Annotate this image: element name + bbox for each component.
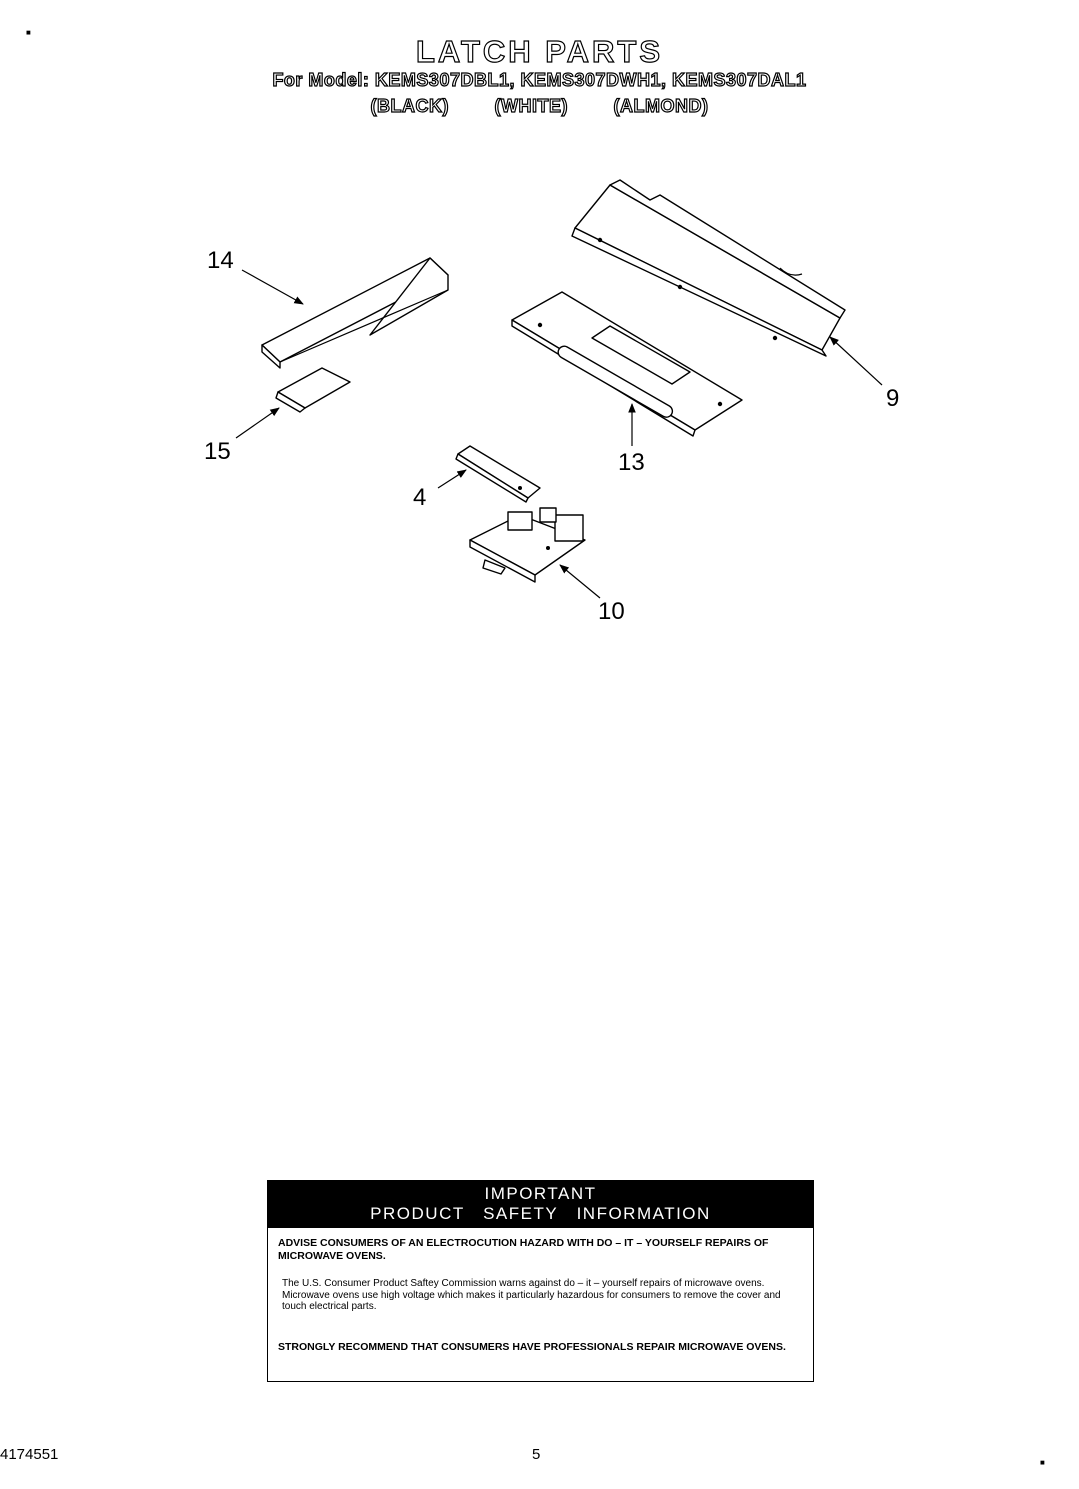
color-black: (BLACK) [370, 96, 449, 116]
professional-repair-recommendation: STRONGLY RECOMMEND THAT CONSUMERS HAVE PROFESSIONALS REPAIR MICROWAVE OVENS. [278, 1340, 786, 1353]
part-number: 4174551 [0, 1446, 59, 1463]
safety-notice-box [267, 1180, 814, 1382]
safety-heading [268, 1181, 813, 1228]
safety-heading-important: IMPORTANT [484, 1184, 597, 1203]
cpsc-notice: The U.S. Consumer Product Saftey Commission warns against do – it – yourself repairs of microwave ovens. Microwave ovens use high voltage which makes it particularly hazardous for consumers to remove the cover and touch electrical parts. [282, 1278, 781, 1312]
callout-9: 9 [886, 385, 900, 412]
registration-mark: ■ [26, 28, 31, 37]
color-almond: (ALMOND) [613, 96, 709, 116]
page-number: 5 [532, 1446, 541, 1463]
part-13-latch-plate [512, 292, 742, 436]
leader-9 [830, 337, 882, 385]
page-title: LATCH PARTS [415, 34, 664, 69]
color-white: (WHITE) [494, 96, 568, 116]
leader-10 [560, 565, 600, 598]
callout-10: 10 [598, 598, 625, 625]
leader-15 [236, 408, 279, 438]
callout-15: 15 [204, 438, 231, 465]
part-15-clip [276, 368, 350, 412]
leader-4 [438, 470, 466, 488]
electrocution-warning: ADVISE CONSUMERS OF AN ELECTROCUTION HAZARD WITH DO – IT – YOURSELF REPAIRS OF MICROWAVE OVENS. [278, 1237, 769, 1262]
exploded-parts-diagram [0, 0, 1079, 700]
part-14-cover-channel [262, 258, 448, 368]
registration-mark: ■ [1040, 1458, 1045, 1467]
callout-13: 13 [618, 449, 645, 476]
callout-4: 4 [413, 484, 427, 511]
safety-body [268, 1228, 813, 1354]
safety-heading-title: PRODUCT SAFETY INFORMATION [370, 1204, 711, 1223]
part-4-lever [456, 446, 540, 502]
callout-14: 14 [207, 247, 234, 274]
leader-14 [242, 270, 303, 304]
model-list: For Model: KEMS307DBL1, KEMS307DWH1, KEMS307DAL1 [272, 70, 807, 90]
